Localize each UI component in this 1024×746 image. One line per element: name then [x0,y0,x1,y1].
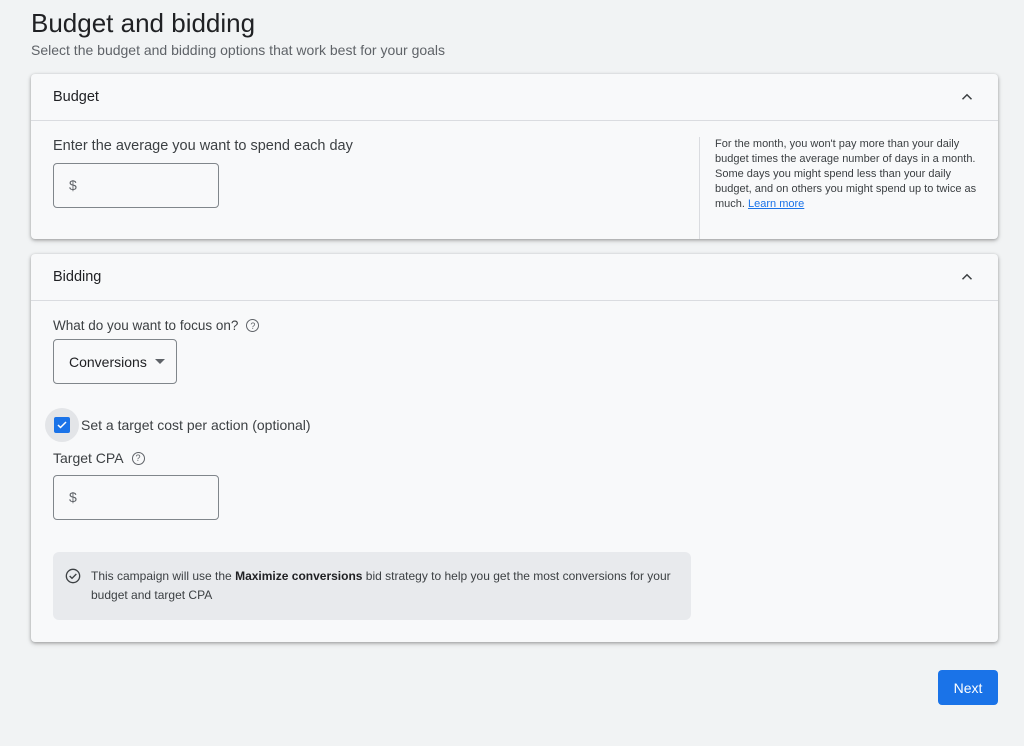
learn-more-link[interactable]: Learn more [748,198,805,210]
currency-symbol: $ [69,177,77,193]
page-subtitle: Select the budget and bidding options that work best for your goals [31,42,446,58]
target-cpa-checkbox[interactable] [45,408,79,442]
daily-budget-input[interactable] [53,163,219,208]
page-title: Budget and bidding [31,8,256,38]
daily-budget-label: Enter the average you want to spend each day [53,138,353,154]
target-cpa-label: Target CPA [53,450,124,466]
budget-card [31,74,998,239]
budget-title: Budget [53,89,99,105]
focus-label: What do you want to focus on? [53,318,239,333]
target-cpa-input[interactable] [53,475,219,520]
help-icon[interactable]: ? [132,452,145,465]
budget-help-text [699,137,989,239]
dropdown-caret-icon [155,359,165,364]
bidding-title: Bidding [53,269,102,285]
currency-symbol: $ [69,489,77,505]
info-text: This campaign will use the [91,569,236,583]
bidding-card [31,254,998,642]
focus-select[interactable] [53,339,177,384]
budget-header[interactable] [31,74,998,121]
focus-value: Conversions [69,353,147,370]
checkmark-icon [56,419,68,431]
next-button[interactable]: Next [938,670,998,705]
chevron-up-icon[interactable] [958,268,976,286]
help-icon[interactable]: ? [246,319,259,332]
checkbox-label[interactable]: Set a target cost per action (optional) [81,417,311,433]
strategy-name: Maximize conversions [235,569,363,583]
chevron-up-icon[interactable] [958,88,976,106]
bid-strategy-info [53,552,691,620]
help-text: For the month, you won't pay more than your daily budget times the average number of days in a month. Some days you might spend less than your daily budget, and on others you might spend up to twice as much. [715,138,977,210]
check-circle-icon [65,568,81,584]
bidding-header[interactable] [31,254,998,301]
info-text: bid strategy to help you get the most conversions for your budget and target CPA [91,569,671,602]
